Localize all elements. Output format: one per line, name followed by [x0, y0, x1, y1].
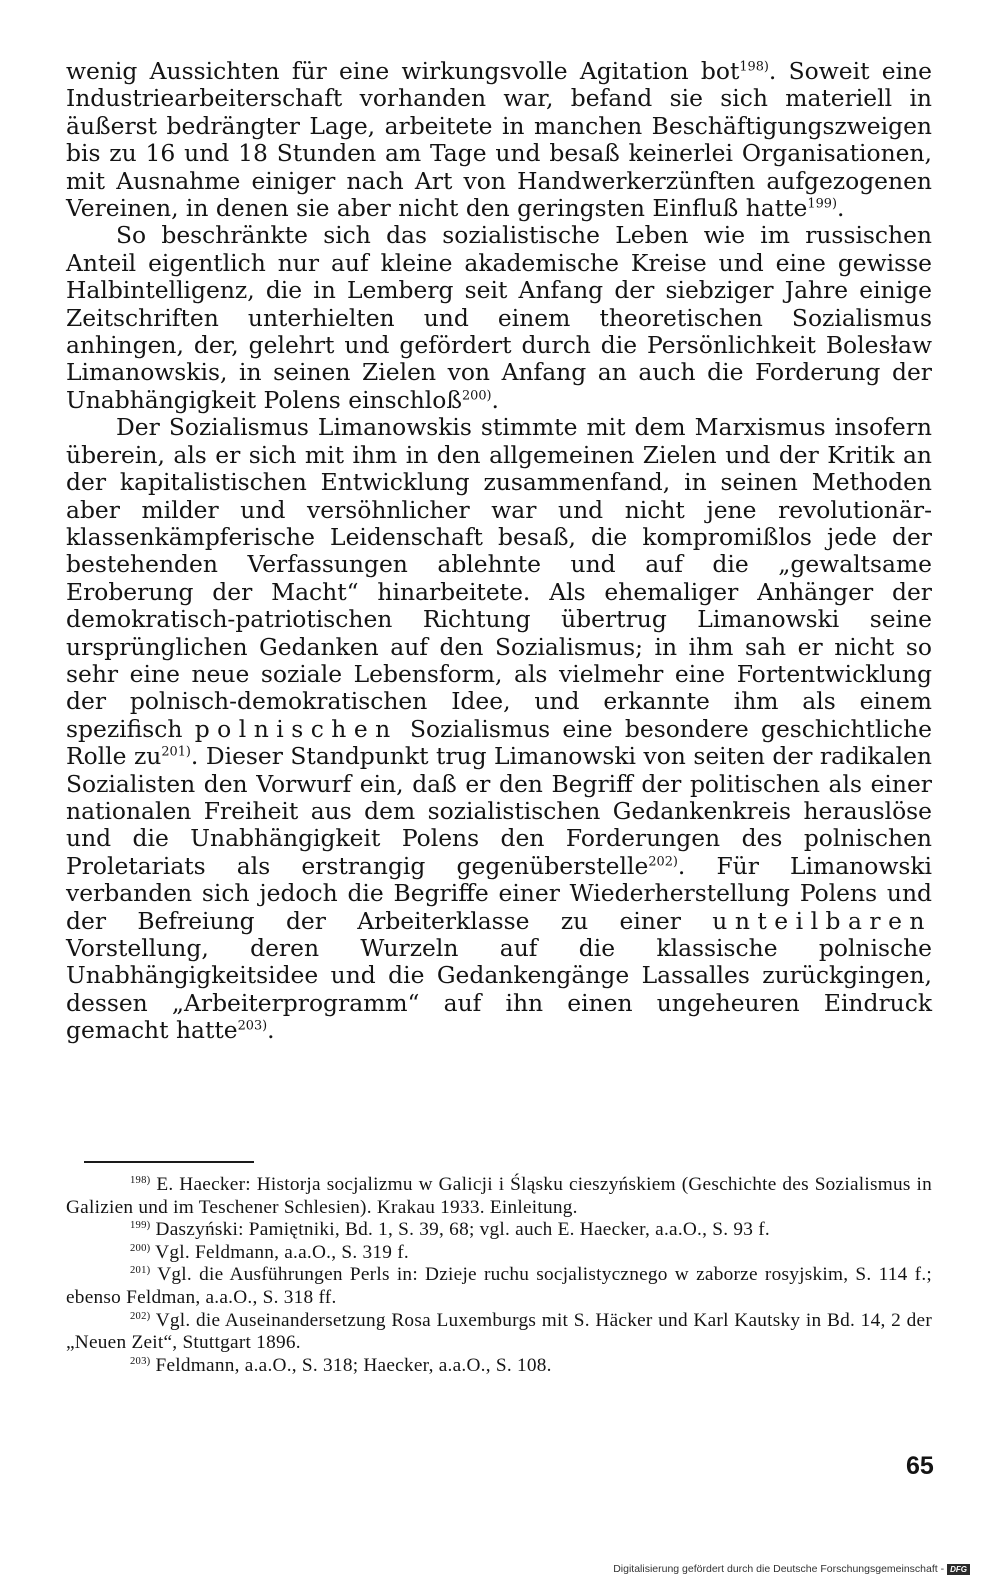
text-run: Der Sozialismus Limanowskis stimmte mit dem Marxismus insofern überein, als er sich mit ihm in den allgemeinen Zielen und der Kritik an der kapitalistischen Entwicklung zusammenfand, in seinen Methoden aber milder und versöhnlicher war und nicht jene revolutionär-klassenkämpferische Leidenschaft besaß, die kompromißlos jede der bestehenden Verfassungen ablehnte und auf die „gewaltsame Eroberung der Macht“ hinarbeitete. Als ehemaliger Anhänger der demokratisch-patriotischen Richtung übertrug Limanowski seine ursprünglichen Gedanken auf den Sozialismus; in ihm sah er nicht so sehr eine neue soziale Lebensform, als vielmehr eine Fortentwicklung der polnisch-demokratischen Idee, und erkannte ihm als einem spezifisch [66, 413, 932, 743]
footnote-text: Feldmann, a.a.O., S. 318; Haecker, a.a.O., S. 108. [150, 1354, 552, 1376]
text-run: So beschränkte sich das sozialistische Leben wie im russischen Anteil eigentlich nur auf kleine akademische Kreise und eine gewisse Halbintelligenz, die in Lemberg seit Anfang der siebziger Jahre einige Zeitschriften unterhielten und einem theoretischen Sozialismus anhingen, der, gelehrt und gefördert durch die Persönlichkeit Bolesław Limanowskis, in seinen Zielen von Anfang an auch die Forderung der Unabhängigkeit Polens einschloß [66, 221, 932, 414]
footnote-text: Vgl. die Auseinandersetzung Rosa Luxemburgs mit S. Häcker und Karl Kautsky in Bd. 14, 2 der „Neuen Zeit“, Stuttgart 1896. [66, 1309, 932, 1354]
text-run: wenig Aussichten für eine wirkungsvolle Agitation bot [66, 57, 740, 85]
footnote-ref: 199) [807, 196, 837, 212]
dfg-logo-icon: DFG [947, 1564, 970, 1575]
footnote-ref: 200) [461, 388, 492, 404]
paragraph [66, 222, 932, 414]
footnote-number: 201) [130, 1265, 151, 1277]
footnote-number: 199) [130, 1220, 151, 1232]
footnote-ref: 203) [237, 1018, 268, 1034]
page-number: 65 [906, 1452, 934, 1480]
paragraph [66, 414, 932, 1044]
emphasis-spaced: polnischen [194, 714, 398, 743]
text-run: . [267, 1016, 275, 1045]
footnote-ref: 201) [161, 744, 191, 760]
footnote-ref: 202) [648, 854, 678, 870]
main-text [66, 58, 932, 1045]
text-run: . [836, 194, 845, 223]
footnote-number: 202) [130, 1310, 151, 1322]
footnote [66, 1242, 932, 1265]
footnote-number: 198) [130, 1175, 151, 1187]
footnote [66, 1310, 932, 1355]
footnote-text: Vgl. die Ausführungen Perls in: Dzieje ruchu socjalistycznego w zaborze rosyjskim, S. 114 f.; ebenso Feldman, a.a.O., S. 318 ff. [66, 1264, 932, 1308]
footnote-separator [84, 1161, 254, 1163]
emphasis-spaced: unteilbaren [712, 906, 932, 935]
footnotes [66, 1174, 932, 1377]
text-run: . [491, 385, 499, 414]
footnote-text: Daszyński: Pamiętniki, Bd. 1, S. 39, 68; vgl. auch E. Haecker, a.a.O., S. 93 f. [150, 1219, 770, 1241]
footnote-number: 203) [130, 1355, 151, 1367]
footnote-text: Vgl. Feldmann, a.a.O., S. 319 f. [150, 1241, 409, 1263]
text-run: . Für Limanowski verbanden sich jedoch die Begriffe einer Wiederherstellung Polens und der Befreiung der Arbeiterklasse zu einer [66, 851, 932, 935]
text-run: Vorstellung, deren Wurzeln auf die klassische polnische Unabhängigkeitsidee und die Gedankengänge Lassalles zurückgingen, dessen „Arbeiterprogramm“ auf ihn einen ungeheuren Eindruck gemacht hatte [66, 934, 932, 1045]
text-run: . Dieser Standpunkt trug Limanowski von seiten der radikalen Sozialisten den Vorwurf ein, daß er den Begriff der politischen als einer nationalen Freiheit aus dem sozialistischen Gedankenkreis herauslöse und die Unabhängigkeit Polens den Forderungen des polnischen Proletariats als erstrangig gegenüberstelle [66, 742, 932, 880]
footnote-ref: 198) [739, 59, 769, 75]
credit-text: Digitalisierung gefördert durch die Deutsche Forschungsgemeinschaft - [613, 1563, 945, 1575]
footnote-number: 200) [130, 1242, 151, 1254]
digitization-credit [613, 1563, 970, 1575]
footnote-text: E. Haecker: Historja socjalizmu w Galicji i Śląsku cieszyńskiem (Geschichte des Sozialismus in Galizien und im Teschener Schlesien). Krakau 1933. Einleitung. [66, 1174, 932, 1218]
paragraph [66, 58, 932, 222]
footnote [66, 1355, 932, 1378]
footnote [66, 1264, 932, 1309]
footnote [66, 1174, 932, 1219]
text-run: . Soweit eine Industriearbeiterschaft vorhanden war, befand sie sich materiell in äußerst bedrängter Lage, arbeitete in manchen Beschäftigungszweigen bis zu 16 und 18 Stunden am Tage und besaß keinerlei Organisationen, mit Ausnahme einiger nach Art von Handwerkerzünften aufgezogenen Vereinen, in denen sie aber nicht den geringsten Einfluß hatte [66, 57, 932, 223]
footnote [66, 1219, 932, 1242]
text-run: Sozialismus eine besondere geschichtliche Rolle zu [66, 714, 932, 771]
